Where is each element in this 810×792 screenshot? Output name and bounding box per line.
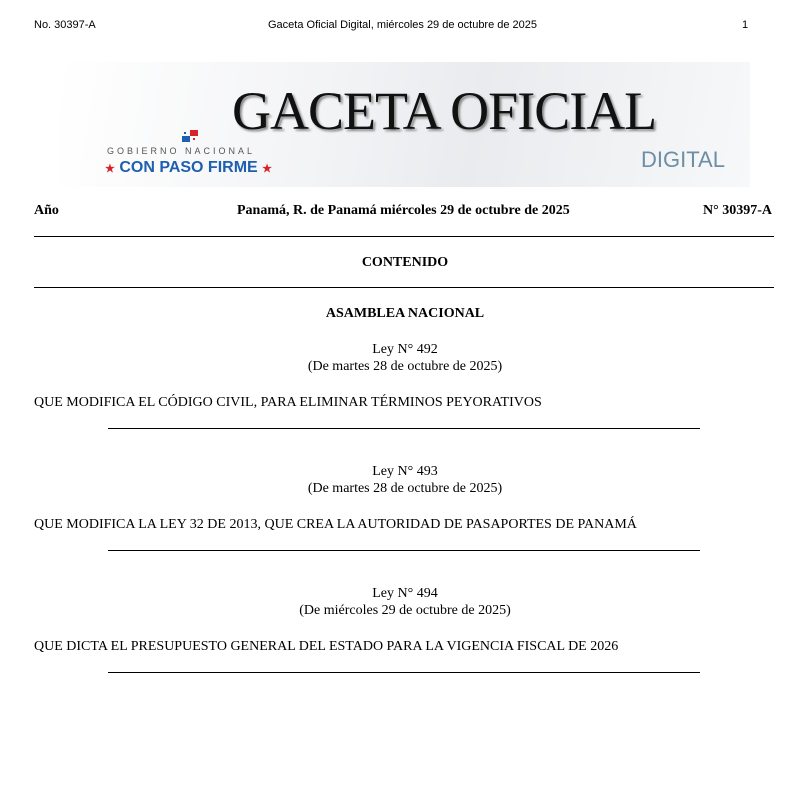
logo-subtitle: DIGITAL: [641, 147, 725, 172]
divider: [108, 428, 700, 429]
law-date: (De martes 28 de octubre de 2025): [307, 481, 503, 496]
divider: [34, 287, 774, 288]
slogan-text: CON PASO FIRME: [119, 159, 258, 176]
law-description: QUE MODIFICA EL CÓDIGO CIVIL, PARA ELIMINAR TÉRMINOS PEYORATIVOS: [34, 395, 542, 410]
header-title: Gaceta Oficial Digital, miércoles 29 de octubre de 2025: [268, 19, 538, 31]
section-heading: ASAMBLEA NACIONAL: [325, 306, 485, 321]
law-date: (De miércoles 29 de octubre de 2025): [299, 603, 511, 618]
law-date: (De martes 28 de octubre de 2025): [307, 359, 503, 374]
panama-flag-icon: [182, 130, 198, 142]
star-icon: ★: [262, 163, 273, 175]
star-icon: ★: [105, 163, 115, 175]
law-title: Ley N° 493: [372, 464, 438, 479]
divider: [34, 236, 774, 237]
law-description: QUE MODIFICA LA LEY 32 DE 2013, QUE CREA LA AUTORIDAD DE PASAPORTES DE PANAMÁ: [34, 517, 637, 532]
logo-title: GACETA OFICIAL: [232, 81, 657, 141]
page-number: 1: [742, 19, 749, 31]
law-description: QUE DICTA EL PRESUPUESTO GENERAL DEL ESTADO PARA LA VIGENCIA FISCAL DE 2026: [34, 639, 619, 654]
gov-line: GOBIERNO NACIONAL: [107, 146, 256, 156]
law-title: Ley N° 494: [372, 586, 438, 601]
divider: [108, 550, 700, 551]
slogan: [105, 159, 272, 177]
header-number: No. 30397-A: [34, 19, 96, 31]
place-date: Panamá, R. de Panamá miércoles 29 de octubre de 2025: [237, 203, 570, 218]
year-label: Año: [34, 203, 59, 218]
issue-number: N° 30397-A: [703, 203, 772, 218]
divider: [108, 672, 700, 673]
law-title: Ley N° 492: [372, 342, 438, 357]
contents-heading: CONTENIDO: [361, 255, 449, 270]
